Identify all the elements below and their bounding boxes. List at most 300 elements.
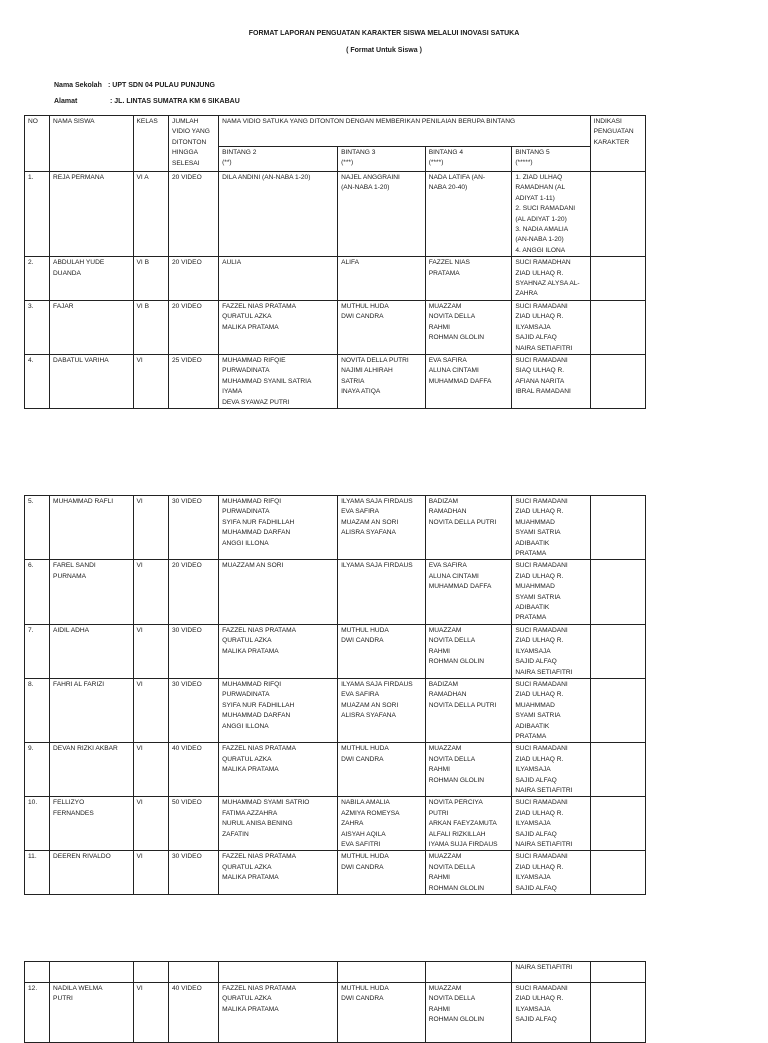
bintang-2-videos-cell — [219, 743, 338, 797]
video-count-cell: 20 VIDEO — [169, 257, 219, 301]
report-table-page-2 — [24, 495, 646, 895]
cell-line: EVA SAFIRA — [428, 356, 467, 364]
bintang-3-videos-cell — [338, 496, 426, 560]
cell-line: SYAMI SATRIA — [515, 529, 561, 537]
video-count-cell: 50 VIDEO — [169, 797, 219, 851]
cell-line: HINGGA — [172, 149, 199, 157]
cell-line: SAJID ALFAQ — [515, 884, 557, 892]
bintang-5-videos-cell — [512, 624, 590, 678]
cell-line: 4. ANGGI ILONA — [515, 246, 566, 254]
cell-line: FAZZEL NIAS PRATAMA — [222, 853, 296, 861]
cell-line: SAJID ALFAQ — [515, 830, 557, 838]
cell-line: MUAHMMAD — [515, 701, 555, 709]
video-count-cell: 30 VIDEO — [169, 678, 219, 742]
bintang-4-videos-cell — [425, 560, 512, 624]
bintang-5-videos-cell — [512, 300, 590, 354]
cell-line: 2. SUCI RAMADANI — [515, 205, 576, 213]
school-name-value: : UPT SDN 04 PULAU PUNJUNG — [108, 82, 215, 89]
cell-line: ZIAD ULHAQ R. — [515, 863, 564, 871]
cell-line: (AL ADIYAT 1-20) — [515, 215, 567, 223]
indikasi-cell — [590, 851, 645, 895]
cell-line: MUTHUL HUDA — [341, 626, 389, 634]
cell-line: RAMADHAN (AL — [515, 184, 566, 192]
address-label: Alamat — [54, 98, 78, 105]
cell-line: ROHMAN GLOLIN — [428, 884, 485, 892]
video-count-cell: 40 VIDEO — [169, 743, 219, 797]
bintang-3-videos-cell — [338, 797, 426, 851]
cell-line: MUAZZAM AN SORI — [222, 562, 284, 570]
cell-line: SUCI RAMADANI — [515, 799, 568, 807]
indikasi-cell — [590, 257, 645, 301]
bintang-5-videos-cell — [512, 962, 590, 983]
indikasi-cell — [590, 678, 645, 742]
bintang-5-videos-cell — [512, 983, 590, 1043]
cell-line: ALISRA SYAFANA — [341, 712, 396, 720]
cell-line: (***) — [341, 159, 354, 167]
table-row — [25, 743, 646, 797]
header-kelas: KELAS — [133, 116, 168, 172]
bintang-4-videos-cell — [425, 678, 512, 742]
video-count-cell: 20 VIDEO — [169, 172, 219, 257]
cell-line: PENGUATAN — [593, 128, 634, 136]
header-nama-siswa: NAMA SISWA — [50, 116, 133, 172]
cell-line: NOVITA DELLA — [428, 313, 476, 321]
cell-line: DWI CANDRA — [341, 637, 384, 645]
cell-line: SUCI RAMADANI — [515, 680, 568, 688]
class-cell: VI — [133, 560, 168, 624]
cell-line: RAHMI — [428, 1005, 450, 1013]
header-indikasi — [590, 116, 645, 172]
cell-line: VIDIO YANG — [172, 128, 210, 136]
bintang-5-videos-cell — [512, 560, 590, 624]
class-cell: VI — [133, 496, 168, 560]
cell-line: SELESAI — [172, 159, 200, 167]
cell-line: ILYAMSAJA — [515, 647, 551, 655]
cell-line: IYAMA SUJA FIRDAUS — [428, 841, 498, 848]
cell-line: ROHMAN GLOLIN — [428, 776, 485, 784]
cell-line: DABATUL VARIHA — [53, 356, 109, 364]
cell-line: NADILA WELMA — [53, 985, 103, 992]
video-count-cell: 25 VIDEO — [169, 354, 219, 408]
cell-line: NOVITA PERCIYA — [428, 799, 483, 807]
cell-line: ADIBAATIK — [515, 604, 550, 612]
cell-line: EVA SAFIRA — [341, 691, 380, 699]
class-cell: VI — [133, 743, 168, 797]
cell-line: MUHAMMAD DAFFA — [428, 583, 492, 591]
cell-line: ILYAMSAJA — [515, 874, 551, 882]
row-number-cell: 1. — [25, 172, 50, 257]
bintang-5-videos-cell — [512, 851, 590, 895]
bintang-5-videos-cell — [512, 354, 590, 408]
cell-line: ANGGI ILLONA — [222, 722, 269, 730]
row-number-cell: 7. — [25, 624, 50, 678]
cell-line: INAYA ATIQA — [341, 388, 381, 396]
cell-line: MUTHUL HUDA — [341, 302, 389, 310]
row-number-cell: 12. — [25, 983, 50, 1043]
cell-line: NAJIMI ALHIRAH — [341, 367, 393, 375]
cell-line: AISYAH AQILA — [341, 830, 386, 838]
cell-line: ROHMAN GLOLIN — [428, 334, 485, 342]
header-bintang-4 — [425, 147, 512, 172]
cell-line: ZIAD ULHAQ R. — [515, 995, 564, 1003]
cell-line: MUTHUL HUDA — [341, 985, 389, 992]
cell-line: ZIAD ULHAQ R. — [515, 572, 564, 580]
bintang-2-videos-cell — [219, 354, 338, 408]
indikasi-cell — [590, 983, 645, 1043]
cell-line: PRATAMA — [515, 614, 547, 622]
cell-line: DITONTON — [172, 138, 207, 146]
cell-line: SYIFA NUR FADHILLAH — [222, 701, 295, 709]
student-name-cell — [50, 743, 133, 797]
student-name-cell — [50, 354, 133, 408]
bintang-3-videos-cell — [338, 743, 426, 797]
video-count-cell: 30 VIDEO — [169, 851, 219, 895]
cell-line: NAIRA SETIAFITRI — [515, 964, 573, 971]
student-name-cell — [50, 172, 133, 257]
cell-line: SYAMI SATRIA — [515, 712, 561, 720]
cell-line: ILYAMA SAJA FIRDAUS — [341, 562, 413, 570]
cell-line: ANGGI ILLONA — [222, 539, 269, 547]
cell-line: MUHAMMAD RIFQIE — [222, 356, 286, 364]
cell-line: PURWADINATA — [222, 691, 270, 699]
row-number-cell: 6. — [25, 560, 50, 624]
cell-line: PURNAMA — [53, 572, 87, 580]
header-bintang-5 — [512, 147, 590, 172]
school-name-label: Nama Sekolah — [54, 82, 102, 89]
cell-line: INDIKASI — [593, 118, 622, 125]
cell-line: RAHMI — [428, 874, 450, 882]
cell-line: MALIKA PRATAMA — [222, 1005, 279, 1013]
cell-line: NOVITA DELLA — [428, 755, 476, 763]
cell-line: MUHAMMAD DARFAN — [222, 712, 291, 720]
class-cell: VI — [133, 983, 168, 1043]
student-name-cell — [50, 962, 133, 983]
bintang-3-videos-cell — [338, 983, 426, 1043]
cell-line: BINTANG 3 — [341, 149, 376, 156]
cell-line: ALIFA — [341, 259, 360, 267]
cell-line: BINTANG 4 — [428, 149, 464, 156]
cell-line: NOVITA DELLA — [428, 863, 476, 871]
cell-line: RAHMI — [428, 647, 450, 655]
cell-line: SUCI RAMADANI — [515, 356, 568, 364]
cell-line: FAZZEL NIAS PRATAMA — [222, 302, 296, 310]
cell-line: ABDULAH YUDE — [53, 259, 105, 267]
cell-line: SYAMI SATRIA — [515, 593, 561, 601]
cell-line: ZIAD ULHAQ R. — [515, 269, 564, 277]
bintang-5-videos-cell — [512, 743, 590, 797]
student-name-cell — [50, 797, 133, 851]
cell-line: FELLIZYO — [53, 799, 85, 807]
table-row — [25, 560, 646, 624]
cell-line: AFIANA NARITA — [515, 377, 565, 385]
cell-line: SYAHNAZ ALYSA AL- — [515, 280, 580, 288]
bintang-4-videos-cell — [425, 172, 512, 257]
cell-line: ILYAMSAJA — [515, 323, 551, 331]
student-name-cell — [50, 257, 133, 301]
cell-line: ADIBAATIK — [515, 722, 550, 730]
cell-line: BADIZAM — [428, 680, 459, 688]
cell-line: ZIAD ULHAQ R. — [515, 313, 564, 321]
cell-line: FAHRI AL FARIZI — [53, 680, 105, 688]
cell-line: FAZZEL NIAS PRATAMA — [222, 626, 296, 634]
cell-line: EVA SAFIRA — [341, 508, 380, 516]
bintang-5-videos-cell — [512, 678, 590, 742]
cell-line: NOVITA DELLA PUTRI — [428, 701, 497, 709]
cell-line: ZAHRA — [341, 820, 364, 828]
cell-line: MUAZZAM — [428, 985, 462, 992]
video-count-cell: 30 VIDEO — [169, 496, 219, 560]
cell-line: ILYAMA SAJA FIRDAUS — [341, 498, 413, 505]
cell-line: MUAZAM AN SORI — [341, 701, 399, 709]
class-cell: VI A — [133, 172, 168, 257]
document-subtitle: ( Format Untuk Siswa ) — [346, 47, 422, 54]
cell-line: FAREL SANDI — [53, 562, 96, 570]
video-count-cell: 40 VIDEO — [169, 983, 219, 1043]
indikasi-cell — [590, 962, 645, 983]
bintang-5-videos-cell — [512, 496, 590, 560]
table-row — [25, 172, 646, 257]
row-number-cell: 8. — [25, 678, 50, 742]
cell-line: 3. NADIA AMALIA — [515, 226, 569, 234]
table-row — [25, 496, 646, 560]
cell-line: MUHAMMAD SYAMI SATRIO — [222, 799, 310, 807]
cell-line: QURATUL AZKA — [222, 863, 272, 871]
cell-line: AULIA — [222, 259, 242, 267]
cell-line: RAMADHAN — [428, 691, 467, 699]
row-number-cell: 4. — [25, 354, 50, 408]
cell-line: KARAKTER — [593, 138, 630, 146]
indikasi-cell — [590, 560, 645, 624]
cell-line: MUAHMMAD — [515, 518, 555, 526]
cell-line: QURATUL AZKA — [222, 313, 272, 321]
document-title: FORMAT LAPORAN PENGUATAN KARAKTER SISWA MELALUI INOVASI SATUKA — [248, 30, 520, 37]
cell-line: JUMLAH — [172, 118, 199, 125]
class-cell: VI — [133, 851, 168, 895]
cell-line: DUANDA — [53, 269, 81, 277]
indikasi-cell — [590, 354, 645, 408]
cell-line: ALUNA CINTAMI — [428, 572, 479, 580]
indikasi-cell — [590, 300, 645, 354]
indikasi-cell — [590, 797, 645, 851]
row-number-cell: 11. — [25, 851, 50, 895]
cell-line: MUHAMMAD DAFFA — [428, 377, 492, 385]
cell-line: BINTANG 2 — [222, 149, 257, 156]
cell-line: PRATAMA — [515, 732, 547, 740]
header-bintang-2 — [219, 147, 338, 172]
cell-line: SATRIA — [341, 377, 365, 385]
table-row — [25, 851, 646, 895]
bintang-2-videos-cell — [219, 624, 338, 678]
cell-line: MUTHUL HUDA — [341, 853, 389, 861]
cell-line: ROHMAN GLOLIN — [428, 1016, 485, 1024]
bintang-2-videos-cell — [219, 300, 338, 354]
class-cell: VI B — [133, 300, 168, 354]
student-name-cell — [50, 300, 133, 354]
bintang-5-videos-cell — [512, 257, 590, 301]
cell-line: RAHMI — [428, 766, 450, 774]
cell-line: BINTANG 5 — [515, 149, 550, 156]
bintang-3-videos-cell — [338, 624, 426, 678]
bintang-2-videos-cell — [219, 560, 338, 624]
cell-line: MALIKA PRATAMA — [222, 766, 279, 774]
student-name-cell — [50, 851, 133, 895]
bintang-3-videos-cell — [338, 257, 426, 301]
cell-line: NABA 20-40) — [428, 184, 468, 192]
cell-line: NOVITA DELLA PUTRI — [428, 518, 497, 526]
cell-line: ARKAN FAEYZAMUTA — [428, 820, 497, 828]
bintang-3-videos-cell — [338, 354, 426, 408]
bintang-3-videos-cell — [338, 678, 426, 742]
bintang-3-videos-cell — [338, 300, 426, 354]
cell-line: PRATAMA — [515, 550, 547, 558]
cell-line: SUCI RAMADANI — [515, 498, 568, 505]
class-cell: VI — [133, 354, 168, 408]
cell-line: NAIRA SETIAFITRI — [515, 841, 573, 848]
bintang-3-videos-cell — [338, 851, 426, 895]
bintang-4-videos-cell — [425, 962, 512, 983]
cell-line: ROHMAN GLOLIN — [428, 658, 485, 666]
cell-line: ZIAD ULHAQ R. — [515, 508, 564, 516]
cell-line: SUCI RAMADANI — [515, 985, 568, 992]
video-count-cell: 30 VIDEO — [169, 624, 219, 678]
cell-line: NABILA AMALIA — [341, 799, 390, 807]
cell-line: ALUNA CINTAMI — [428, 367, 479, 375]
cell-line: ZIAD ULHAQ R. — [515, 691, 564, 699]
row-number-cell: 5. — [25, 496, 50, 560]
bintang-2-videos-cell — [219, 962, 338, 983]
bintang-3-videos-cell — [338, 560, 426, 624]
cell-line: MUAZZAM — [428, 302, 462, 310]
cell-line: PURWADINATA — [222, 367, 270, 375]
cell-line: ALISRA SYAFANA — [341, 529, 396, 537]
student-name-cell — [50, 560, 133, 624]
table-row — [25, 354, 646, 408]
cell-line: ZAFATIN — [222, 830, 249, 838]
cell-line: FATIMA AZZAHRA — [222, 809, 278, 817]
cell-line: NOVITA DELLA — [428, 995, 476, 1003]
bintang-4-videos-cell — [425, 496, 512, 560]
student-name-cell — [50, 983, 133, 1043]
cell-line: SIAQ ULHAQ R. — [515, 367, 565, 375]
indikasi-cell — [590, 743, 645, 797]
bintang-4-videos-cell — [425, 851, 512, 895]
cell-line: DWI CANDRA — [341, 995, 384, 1003]
cell-line: (*****) — [515, 159, 533, 167]
report-table-page-3 — [24, 961, 646, 1043]
cell-line: MUAZZAM — [428, 626, 462, 634]
cell-line: (**) — [222, 159, 232, 167]
student-name-cell — [50, 496, 133, 560]
cell-line: FAZZEL NIAS — [428, 259, 470, 267]
indikasi-cell — [590, 172, 645, 257]
cell-line: SAJID ALFAQ — [515, 1016, 557, 1024]
header-jumlah — [169, 116, 219, 172]
cell-line: NAIRA SETIAFITRI — [515, 786, 573, 794]
class-cell: VI — [133, 797, 168, 851]
indikasi-cell — [590, 496, 645, 560]
cell-line: SUCI RAMADANI — [515, 562, 568, 570]
table-row — [25, 678, 646, 742]
cell-line: EVA SAFIRA — [428, 562, 467, 570]
report-table-page-1 — [24, 115, 646, 409]
cell-line: MALIKA PRATAMA — [222, 323, 279, 331]
indikasi-cell — [590, 624, 645, 678]
student-name-cell — [50, 678, 133, 742]
video-count-cell: 20 VIDEO — [169, 300, 219, 354]
cell-line: ILYAMA SAJA FIRDAUS — [341, 680, 413, 688]
class-cell: VI — [133, 678, 168, 742]
bintang-4-videos-cell — [425, 743, 512, 797]
cell-line: ADIYAT 1-11) — [515, 194, 555, 202]
cell-line: EVA SAFITRI — [341, 841, 381, 848]
video-count-cell: 20 VIDEO — [169, 560, 219, 624]
cell-line: MUAZZAM — [428, 853, 462, 861]
cell-line: MALIKA PRATAMA — [222, 874, 279, 882]
cell-line: SUCI RAMADANI — [515, 745, 568, 753]
bintang-2-videos-cell — [219, 496, 338, 560]
cell-line: ILYAMSAJA — [515, 766, 551, 774]
bintang-3-videos-cell — [338, 962, 426, 983]
header-group-bintang: NAMA VIDIO SATUKA YANG DITONTON DENGAN MEMBERIKAN PENILAIAN BERUPA BINTANG — [219, 116, 591, 147]
row-number-cell: 3. — [25, 300, 50, 354]
cell-line: QURATUL AZKA — [222, 995, 272, 1003]
cell-line: ZIAD ULHAQ R. — [515, 755, 564, 763]
cell-line: FAZZEL NIAS PRATAMA — [222, 985, 296, 992]
cell-line: (AN-NABA 1-20) — [515, 236, 564, 244]
bintang-4-videos-cell — [425, 354, 512, 408]
bintang-4-videos-cell — [425, 257, 512, 301]
cell-line: IYAMA — [222, 388, 243, 396]
cell-line: ALFALI RIZKILLAH — [428, 830, 486, 838]
cell-line: RAHMI — [428, 323, 450, 331]
bintang-2-videos-cell — [219, 797, 338, 851]
bintang-2-videos-cell — [219, 257, 338, 301]
cell-line: RAMADHAN — [428, 508, 467, 516]
header-no: NO — [25, 116, 50, 172]
cell-line: MUHAMMAD SYANIL SATRIA — [222, 377, 312, 385]
cell-line: PUTRI — [428, 809, 449, 817]
cell-line: MUAZAM AN SORI — [341, 518, 399, 526]
cell-line: AIDIL ADHA — [53, 626, 90, 634]
bintang-2-videos-cell — [219, 851, 338, 895]
cell-line: QURATUL AZKA — [222, 637, 272, 645]
cell-line: (****) — [428, 159, 444, 167]
video-count-cell — [169, 962, 219, 983]
cell-line: (AN-NABA 1-20) — [341, 184, 390, 192]
bintang-4-videos-cell — [425, 797, 512, 851]
cell-line: PURWADINATA — [222, 508, 270, 516]
cell-line: NAJEL ANGGRAINI — [341, 174, 400, 181]
cell-line: NAIRA SETIAFITRI — [515, 668, 573, 676]
cell-line: SUCI RAMADANI — [515, 853, 568, 861]
bintang-3-videos-cell — [338, 172, 426, 257]
cell-line: 1. ZIAD ULHAQ — [515, 174, 563, 181]
cell-line: MUHAMMAD RIFQI — [222, 498, 282, 505]
cell-line: ZIAD ULHAQ R. — [515, 637, 564, 645]
cell-line: NURUL ANISA BENING — [222, 820, 293, 828]
cell-line: MUHAMMAD DARFAN — [222, 529, 291, 537]
cell-line: SUCI RAMADANI — [515, 626, 568, 634]
cell-line: PRATAMA — [428, 269, 460, 277]
cell-line: DWI CANDRA — [341, 863, 384, 871]
cell-line: NOVITA DELLA — [428, 637, 476, 645]
bintang-5-videos-cell — [512, 172, 590, 257]
cell-line: NAIRA SETIAFITRI — [515, 344, 573, 352]
bintang-4-videos-cell — [425, 983, 512, 1043]
cell-line: SAJID ALFAQ — [515, 658, 557, 666]
class-cell — [133, 962, 168, 983]
header-bintang-3 — [338, 147, 426, 172]
